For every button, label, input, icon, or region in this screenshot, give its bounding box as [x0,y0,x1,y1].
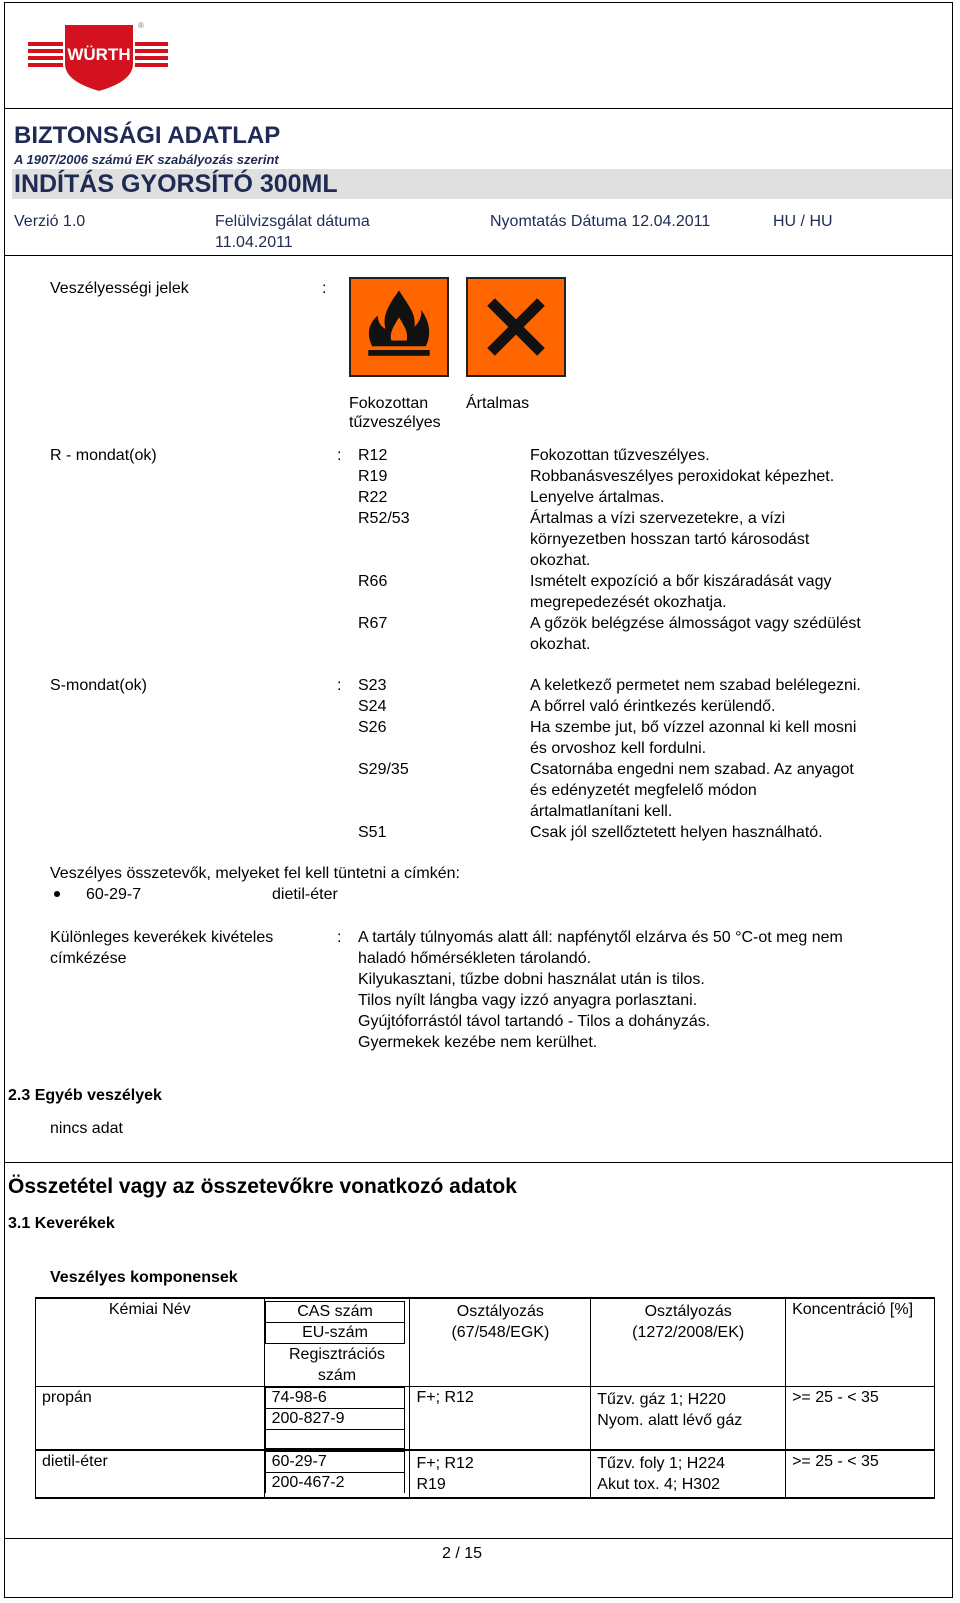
revision-label: Felülvizsgálat dátuma [215,213,370,230]
hazard-symbols-colon: : [322,280,327,297]
table-row [36,1450,935,1498]
revision-date: 11.04.2011 [215,234,293,251]
composition-heading: Összetétel vagy az összetevőkre vonatkozó adatok [8,1175,517,1198]
svg-text:WÜRTH: WÜRTH [67,45,131,64]
col-eu: EU-szám [265,1323,406,1344]
s-phrase-codes: S23 S24 S26 S29/35 S51 [358,677,409,841]
r-phrases-label: R - mondat(ok) [50,447,157,464]
row-propane-clp: Tűzv. gáz 1; H220 Nyom. alatt lévő gáz [597,1391,743,1429]
product-name: INDÍTÁS GYORSÍTÓ 300ML [14,170,338,198]
header-divider-top [5,108,952,109]
r-phrases-colon: : [337,447,342,464]
row-propane-name: propán [42,1389,92,1406]
r-phrase-codes: R12 R19 R22 R52/53 R66 R67 [358,447,410,632]
wurth-logo [26,16,176,96]
section-divider [5,1162,952,1163]
header-divider-bottom [5,255,952,256]
s-phrases-label: S-mondat(ok) [50,677,147,694]
col-classification-dsd: Osztályozás (67/548/EGK) [451,1303,550,1341]
row-propane-dsd: F+; R12 [416,1389,474,1406]
row-propane-reg [265,1430,406,1449]
special-labelling-colon: : [337,929,342,946]
flame-caption: Fokozottan tűzveszélyes [349,395,441,431]
version: Verzió 1.0 [14,213,86,230]
hazard-symbols-label: Veszélyességi jelek [50,280,189,297]
regulation-subtitle: A 1907/2006 számú EK szabályozás szerint [14,152,279,167]
col-chemical-name: Kémiai Név [108,1301,191,1318]
bullet-icon [54,891,60,897]
s-phrase-texts: A keletkező permetet nem szabad belélegezni. A bőrrel való érintkezés kerülendő. Ha szembe jut, bő vízzel azonnal ki kell mosni és orvoshoz kell fordulni. Csatornába engedni nem szabad. Az anyagot és edényzetét megfelelő módon ártalmatlanítani kell. Csak jól szellőztetett helyen használható. [530,677,861,841]
special-labelling-text: A tartály túlnyomás alatt áll: napfénytől elzárva és 50 °C-ot meg nem haladó hőmérsékleten tárolandó. Kilyukasztani, tűzbe dobni használat után is tilos. Tilos nyílt lángba vagy izzó anyagra porlasztani. Gyújtóforrástól távol tartandó - Tilos a dohányzás. Gyermekek kezébe nem kerülhet. [358,929,843,1051]
footer-divider [5,1538,952,1539]
page-number: 2 / 15 [442,1545,483,1562]
special-labelling-label: Különleges keverékek kivételes címkézése [50,929,274,967]
harmful-caption: Ártalmas [466,395,530,412]
other-hazards-heading: 2.3 Egyéb veszélyek [8,1087,162,1104]
row-propane-eu: 200-827-9 [265,1409,406,1430]
other-hazards-text: nincs adat [50,1120,123,1137]
document-title: BIZTONSÁGI ADATLAP [14,122,281,149]
row-diethylether-dsd: F+; R12 R19 [416,1455,474,1493]
svg-text:®: ® [138,21,144,30]
r-phrase-texts: Fokozottan tűzveszélyes. Robbanásveszélyes peroxidokat képezhet. Lenyelve ártalmas. Ártalmas a vízi szervezetekre, a vízi környezetben hosszan tartó károsodást okozhat. Ismételt expozíció a bőr kiszáradását vagy megrepedezését okozhatja. A gőzök belégzése álmosságot vagy szédülést okozhat. [530,447,861,653]
row-diethylether-clp: Tűzv. foly 1; H224 Akut tox. 4; H302 [597,1455,726,1493]
s-phrases-colon: : [337,677,342,694]
col-classification-clp: Osztályozás (1272/2008/EK) [632,1303,745,1341]
harmful-cross-icon [466,277,566,377]
label-component-name: dietil-éter [272,886,338,903]
row-diethylether-name: dietil-éter [42,1453,108,1470]
hazardous-components-title: Veszélyes komponensek [50,1269,238,1286]
print-date: Nyomtatás Dátuma 12.04.2011 [490,213,711,230]
table-header-row [36,1298,935,1387]
table-row [36,1387,935,1451]
col-registration: Regisztrációs szám [288,1346,386,1384]
row-propane-conc: >= 25 - < 35 [792,1389,879,1406]
col-concentration: Koncentráció [%] [792,1301,914,1318]
mixtures-heading: 3.1 Keverékek [8,1215,115,1232]
label-component-cas: 60-29-7 [86,886,142,903]
row-diethylether-eu: 200-467-2 [265,1473,406,1493]
row-diethylether-conc: >= 25 - < 35 [792,1453,879,1470]
flame-icon [349,277,449,377]
row-propane-cas: 74-98-6 [265,1387,406,1409]
col-cas: CAS szám [265,1301,406,1323]
row-diethylether-cas: 60-29-7 [265,1451,406,1473]
locale: HU / HU [773,213,833,230]
components-table [35,1297,935,1499]
label-components-heading: Veszélyes összetevők, melyeket fel kell tüntetni a címkén: [50,865,460,882]
